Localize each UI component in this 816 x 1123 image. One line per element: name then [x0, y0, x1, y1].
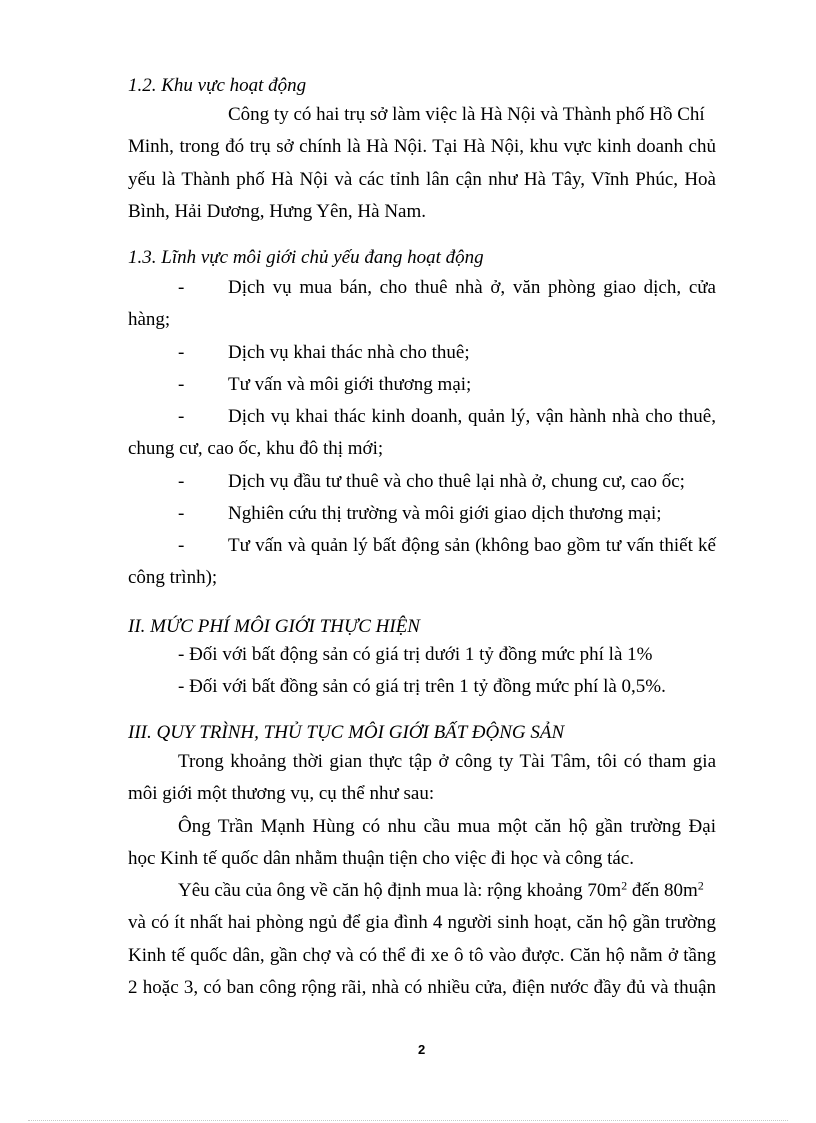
list-item: Tư vấn và quản lý bất động sản (không bao gồm tư vấn thiết kế — [228, 535, 716, 556]
paragraph-line: Bình, Hải Dương, Hưng Yên, Hà Nam. — [128, 201, 427, 222]
superscript: 2 — [621, 879, 628, 893]
section-heading-1-2: 1.2. Khu vực hoạt động — [128, 75, 307, 96]
section-heading-3: III. QUY TRÌNH, THỦ TỤC MÔI GIỚI BẤT ĐỘNG SẢN — [128, 722, 565, 743]
list-item: Dịch vụ đầu tư thuê và cho thuê lại nhà ở, chung cư, cao ốc; — [228, 471, 685, 492]
section-heading-1-3: 1.3. Lĩnh vực môi giới chủ yếu đang hoạt động — [128, 247, 484, 268]
bullet-dash: - — [178, 535, 185, 556]
page-bottom-border — [28, 1120, 788, 1121]
superscript: 2 — [697, 879, 704, 893]
paragraph-line: Trong khoảng thời gian thực tập ở công ty Tài Tâm, tôi có tham gia — [178, 751, 716, 772]
paragraph-line: học Kinh tế quốc dân nhằm thuận tiện cho việc đi học và công tác. — [128, 848, 634, 869]
paragraph-line: Ông Trần Mạnh Hùng có nhu cầu mua một căn hộ gần trường Đại — [178, 816, 716, 837]
bullet-dash: - — [178, 471, 185, 492]
list-item-continuation: hàng; — [128, 309, 171, 330]
list-item-continuation: chung cư, cao ốc, khu đô thị mới; — [128, 438, 384, 459]
bullet-dash: - — [178, 277, 185, 298]
list-item: Dịch vụ khai thác kinh doanh, quản lý, vận hành nhà cho thuê, — [228, 406, 716, 427]
list-item: Dịch vụ khai thác nhà cho thuê; — [228, 342, 470, 363]
section-heading-2: II. MỨC PHÍ MÔI GIỚI THỰC HIỆN — [128, 616, 420, 637]
bullet-dash: - — [178, 503, 185, 524]
bullet-dash: - — [178, 374, 185, 395]
paragraph-line: Công ty có hai trụ sở làm việc là Hà Nội và Thành phố Hồ Chí — [228, 104, 705, 125]
text-run: đến 80m — [627, 880, 698, 901]
paragraph-line: 2 hoặc 3, có ban công rộng rãi, nhà có nhiều cửa, điện nước đầy đủ và thuận — [128, 977, 716, 998]
paragraph-line-with-units — [178, 881, 704, 900]
list-item: Dịch vụ mua bán, cho thuê nhà ở, văn phòng giao dịch, cửa — [228, 277, 716, 298]
bullet-dash: - — [178, 342, 185, 363]
paragraph-line: và có ít nhất hai phòng ngủ để gia đình 4 người sinh hoạt, căn hộ gần trường — [128, 912, 716, 933]
fee-line: - Đối với bất động sản có giá trị dưới 1 tỷ đồng mức phí là 1% — [178, 644, 653, 665]
list-item: Nghiên cứu thị trường và môi giới giao dịch thương mại; — [228, 503, 662, 524]
fee-line: - Đối với bất đồng sản có giá trị trên 1 tỷ đồng mức phí là 0,5%. — [178, 676, 666, 697]
text-run: Yêu cầu của ông về căn hộ định mua là: rộng khoảng 70m — [178, 880, 622, 901]
bullet-dash: - — [178, 406, 185, 427]
list-item: Tư vấn và môi giới thương mại; — [228, 374, 472, 395]
paragraph-line: yếu là Thành phố Hà Nội và các tỉnh lân cận như Hà Tây, Vĩnh Phúc, Hoà — [128, 169, 716, 190]
list-item-continuation: công trình); — [128, 567, 218, 588]
paragraph-line: Kinh tế quốc dân, gần chợ và có thể đi xe ô tô vào được. Căn hộ nằm ở tầng — [128, 945, 716, 966]
paragraph-line: môi giới một thương vụ, cụ thể như sau: — [128, 783, 435, 804]
page-number: 2 — [418, 1042, 426, 1057]
paragraph-line: Minh, trong đó trụ sở chính là Hà Nội. Tại Hà Nội, khu vực kinh doanh chủ — [128, 136, 716, 157]
